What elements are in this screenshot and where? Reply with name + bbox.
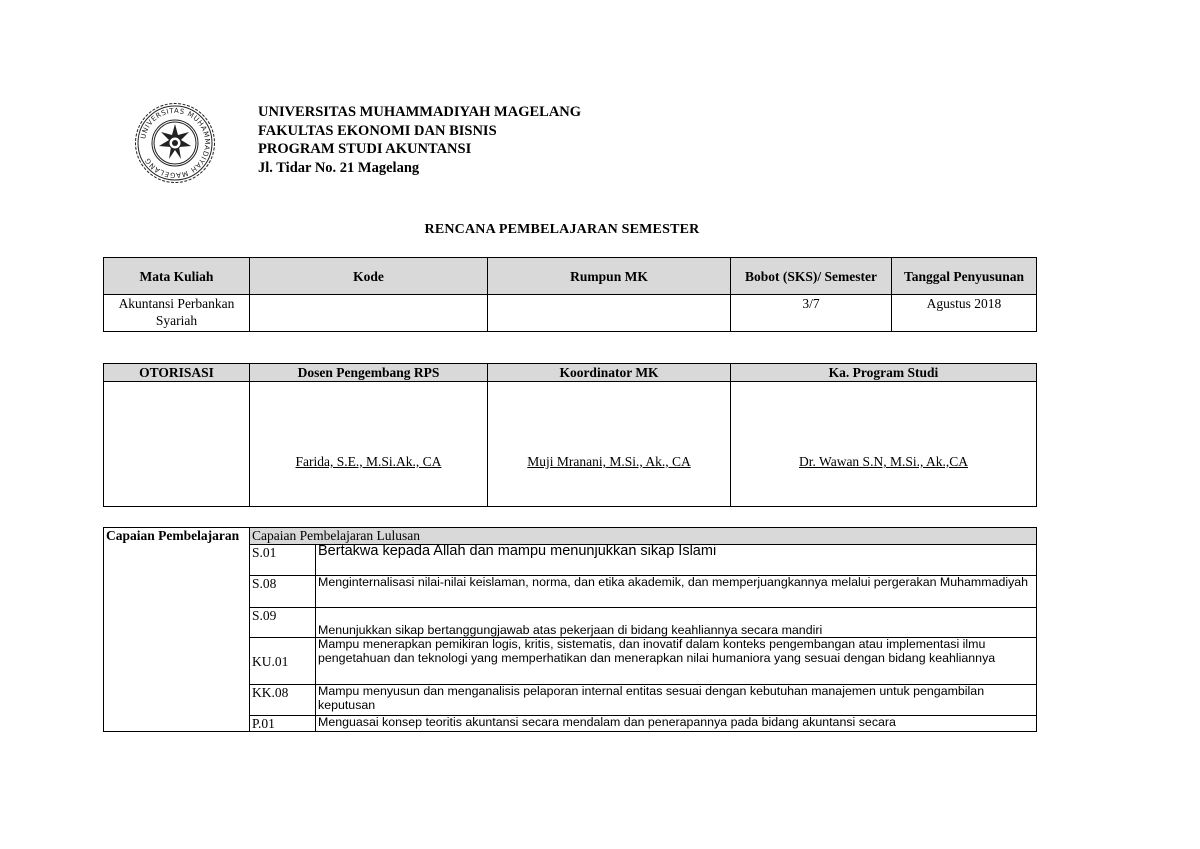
column-header: Rumpun MK [488,258,731,295]
column-header: Dosen Pengembang RPS [250,364,488,382]
document-title: RENCANA PEMBELAJARAN SEMESTER [424,222,700,237]
signature-name: Dr. Wawan S.N, M.Si., Ak.,CA [799,454,968,469]
column-header: Ka. Program Studi [731,364,1037,382]
signature-name: Muji Mranani, M.Si., Ak., CA [527,454,691,469]
signature-cell [104,382,250,507]
outcome-code: KK.08 [250,685,316,716]
faculty-name: FAKULTAS EKONOMI DAN BISNIS [258,122,497,139]
section-title: Capaian Pembelajaran Lulusan [250,528,1037,545]
outcome-code: S.09 [250,608,316,638]
course-name: Akuntansi Perbankan Syariah [104,295,250,332]
program-name: PROGRAM STUDI AKUNTANSI [258,141,472,157]
table-row [104,295,1037,332]
outcome-code: S.08 [250,576,316,608]
university-name: UNIVERSITAS MUHAMMADIYAH MAGELANG [258,104,582,120]
signature-name: Farida, S.E., M.Si.Ak., CA [295,454,442,469]
institution-header [258,103,581,177]
table-header-row [104,258,1037,295]
learning-outcomes-label: Capaian Pembelajaran [104,528,250,732]
outcome-description: Mampu menerapkan pemikiran logis, kritis, sistematis, dan inovatif dalam konteks pengembangan atau implementasi ilmu pengetahuan dan teknologi yang memperhatikan dan menerapkan nilai humaniora yang sesuai dengan bidang keahliannya [316,638,1037,685]
column-header: Koordinator MK [488,364,731,382]
outcome-code: P.01 [250,716,316,732]
outcome-code: S.01 [250,545,316,576]
column-header: Kode [250,258,488,295]
course-cluster [488,295,731,332]
outcome-code: KU.01 [250,638,316,685]
institution-address: Jl. Tidar No. 21 Magelang [258,159,420,176]
svg-text:UNIVERSITAS MUHAMMADIYAH MAGEL: UNIVERSITAS MUHAMMADIYAH MAGELANG [139,106,212,180]
course-credits-semester: 3/7 [731,295,892,332]
outcome-description: Menginternalisasi nilai-nilai keislaman, norma, dan etika akademik, dan memperjuangkannya melalui pergerakan Muhammadiyah [316,576,1037,608]
signature-cell [731,382,1037,507]
course-info-table [103,257,1037,332]
column-header: Mata Kuliah [104,258,250,295]
column-header: OTORISASI [104,364,250,382]
outcome-description: Bertakwa kepada Allah dan mampu menunjukkan sikap Islami [316,545,1037,576]
signature-cell [250,382,488,507]
column-header: Bobot (SKS)/ Semester [731,258,892,295]
course-code [250,295,488,332]
outcome-description: Mampu menyusun dan menganalisis pelaporan internal entitas sesuai dengan kebutuhan manajemen untuk pengambilan keputusan [316,685,1037,716]
outcome-description: Menguasai konsep teoritis akuntansi secara mendalam dan penerapannya pada bidang akuntansi secara [316,716,1037,732]
authorization-table [103,363,1037,507]
learning-outcomes-table [103,527,1037,732]
outcome-description: Menunjukkan sikap bertanggungjawab atas pekerjaan di bidang keahliannya secara mandiri [316,608,1037,638]
signature-cell [488,382,731,507]
signature-row [104,382,1037,507]
table-header-row [104,364,1037,382]
course-date: Agustus 2018 [892,295,1037,332]
column-header: Tanggal Penyusunan [892,258,1037,295]
university-seal-logo [134,102,216,184]
